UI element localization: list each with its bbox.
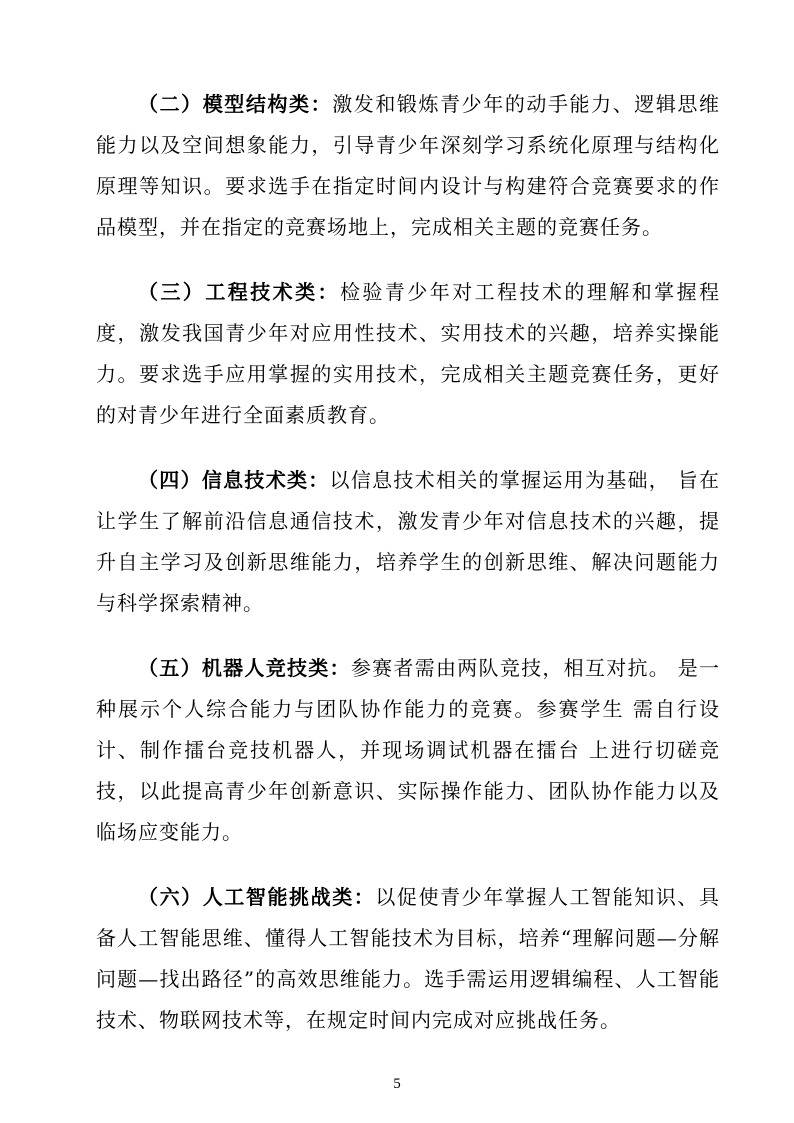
section-body: 以促使青少年掌握人工智能知识、具备人工智能思维、懂得人工智能技术为目标，培养“理解问题—分解问题—找出路径”的高效思维能力。选手需运用逻辑编程、人工智能技术、物联网技术等，在规定时间内完成对应挑战任务。 — [96, 885, 721, 1032]
section-information-technology — [96, 460, 720, 624]
section-heading: （四）信息技术类： — [138, 468, 330, 492]
section-engineering-technology — [96, 272, 720, 436]
section-body: 检验青少年对工程技术的理解和掌握程度，激发我国青少年对应用性技术、实用技术的兴趣，培养实操能力。要求选手应用掌握的实用技术，完成相关主题竞赛任务，更好的对青少年进行全面素质教育。 — [96, 280, 721, 427]
section-model-structure — [96, 84, 720, 248]
section-heading: （六）人工智能挑战类： — [138, 885, 376, 909]
page-number: 5 — [393, 1076, 401, 1092]
section-robot-competition — [96, 648, 720, 853]
section-body: 参赛者需由两队竞技，相互对抗。 是一种展示个人综合能力与团队协作能力的竞赛。参赛学生 需自行设计、制作擂台竞技机器人，并现场调试机器在擂台 上进行切磋竞技，以此提高青少年创新意识、实际操作能力、团队协作能力以及临场应变能力。 — [96, 656, 721, 844]
section-heading: （三）工程技术类： — [138, 280, 340, 304]
section-body: 激发和锻炼青少年的动手能力、逻辑思维能力以及空间想象能力，引导青少年深刻学习系统化原理与结构化原理等知识。要求选手在指定时间内设计与构建符合竞赛要求的作品模型，并在指定的竞赛场地上，完成相关主题的竞赛任务。 — [96, 92, 721, 239]
section-body: 以信息技术相关的掌握运用为基础， 旨在让学生了解前沿信息通信技术，激发青少年对信息技术的兴趣，提升自主学习及创新思维能力，培养学生的创新思维、解决问题能力与科学探索精神。 — [96, 468, 720, 615]
page-content — [96, 84, 720, 1065]
section-heading: （五）机器人竞技类： — [138, 656, 351, 680]
section-ai-challenge — [96, 877, 720, 1041]
section-heading: （二）模型结构类： — [138, 92, 333, 116]
